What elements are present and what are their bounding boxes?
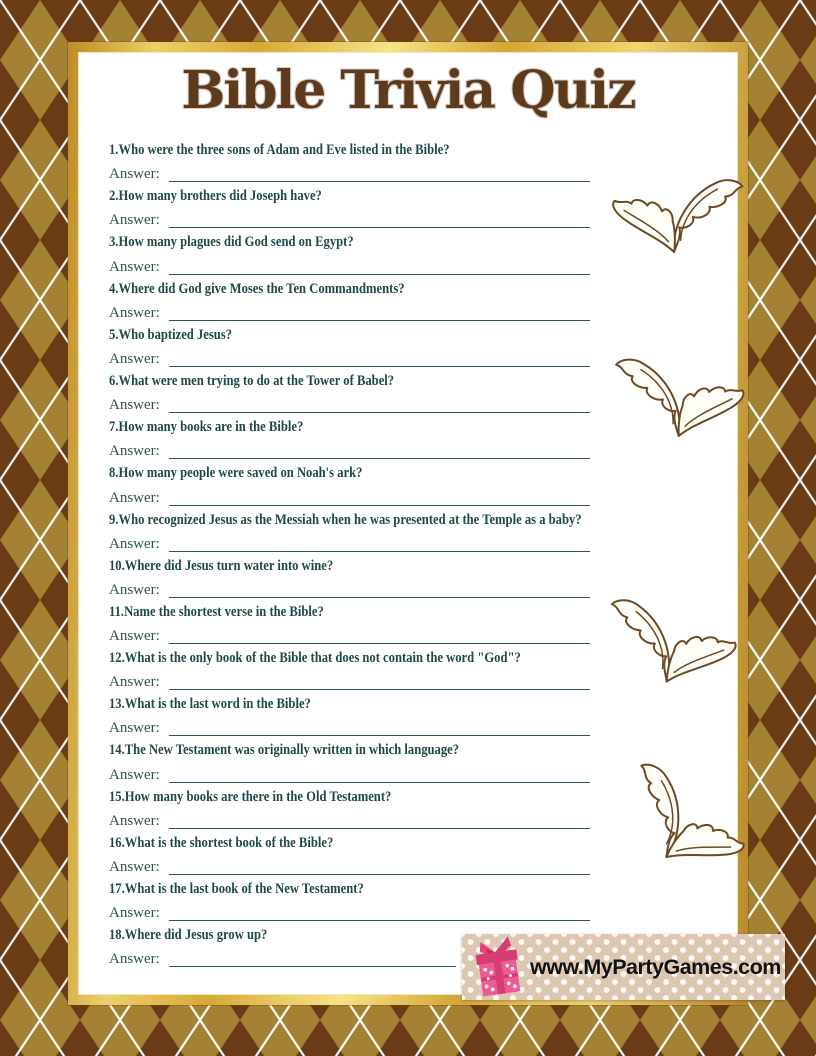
answer-blank-line[interactable] bbox=[169, 164, 590, 182]
angel-wings-icon bbox=[604, 349, 757, 446]
question-row bbox=[109, 878, 590, 924]
answer-row bbox=[109, 670, 590, 693]
answer-row bbox=[109, 347, 590, 370]
question-row bbox=[109, 324, 590, 370]
answer-row bbox=[109, 578, 590, 601]
answer-blank-line[interactable] bbox=[169, 534, 590, 552]
question-row bbox=[109, 601, 590, 647]
question-text: 17.What is the last book of the New Testament? bbox=[109, 881, 364, 897]
question-row bbox=[109, 370, 590, 416]
watermark-banner bbox=[462, 934, 785, 1000]
answer-row bbox=[109, 439, 590, 462]
answer-blank-line[interactable] bbox=[169, 672, 590, 690]
question-text: 14.The New Testament was originally written in which language? bbox=[109, 742, 460, 759]
answer-label: Answer: bbox=[109, 350, 164, 367]
question-text: 12.What is the only book of the Bible that does not contain the word "God"? bbox=[109, 650, 521, 667]
question-text: 4.Where did God give Moses the Ten Commandments? bbox=[109, 280, 405, 297]
answer-row bbox=[109, 162, 590, 185]
question-text: 1.Who were the three sons of Adam and Eve listed in the Bible? bbox=[109, 142, 450, 158]
answer-blank-line[interactable] bbox=[169, 395, 590, 413]
answer-label: Answer: bbox=[109, 951, 164, 968]
question-text: 6.What were men trying to do at the Tower of Babel? bbox=[109, 372, 395, 389]
answer-blank-line[interactable] bbox=[169, 626, 590, 644]
question-row bbox=[109, 693, 590, 739]
question-row bbox=[109, 416, 590, 462]
answer-blank-line[interactable] bbox=[169, 580, 590, 598]
answer-row bbox=[109, 855, 590, 878]
question-text: 13.What is the last word in the Bible? bbox=[109, 696, 311, 713]
answer-label: Answer: bbox=[109, 535, 164, 552]
answer-label: Answer: bbox=[109, 258, 164, 275]
question-row bbox=[109, 555, 590, 601]
answer-label: Answer: bbox=[109, 720, 164, 737]
question-text: 9.Who recognized Jesus as the Messiah when he was presented at the Temple as a baby? bbox=[109, 511, 582, 528]
answer-label: Answer: bbox=[109, 812, 164, 829]
answer-row bbox=[109, 624, 590, 647]
answer-row bbox=[109, 254, 590, 277]
answer-row bbox=[109, 301, 590, 324]
answer-label: Answer: bbox=[109, 443, 164, 460]
answer-row bbox=[109, 809, 590, 832]
question-row bbox=[109, 231, 590, 277]
question-row bbox=[109, 509, 590, 555]
answer-blank-line[interactable] bbox=[169, 441, 590, 459]
question-row bbox=[109, 139, 590, 185]
answer-blank-line[interactable] bbox=[169, 949, 456, 967]
answer-blank-line[interactable] bbox=[169, 349, 590, 367]
answer-blank-line[interactable] bbox=[169, 488, 590, 506]
page-title: Bible Trivia Quiz bbox=[181, 60, 635, 121]
answer-blank-line[interactable] bbox=[169, 903, 590, 921]
answer-label: Answer: bbox=[109, 489, 164, 506]
question-text: 8.How many people were saved on Noah's ark? bbox=[109, 465, 363, 482]
question-text: 7.How many books are in the Bible? bbox=[109, 419, 304, 436]
answer-row bbox=[109, 532, 590, 555]
answer-blank-line[interactable] bbox=[169, 718, 590, 736]
answer-blank-line[interactable] bbox=[169, 811, 590, 829]
gift-icon bbox=[470, 936, 526, 998]
question-text: 15.How many books are there in the Old Testament? bbox=[109, 788, 392, 805]
answer-row bbox=[109, 716, 590, 739]
question-text: 18.Where did Jesus grow up? bbox=[109, 927, 268, 944]
answer-blank-line[interactable] bbox=[169, 210, 590, 228]
answer-label: Answer: bbox=[109, 905, 164, 922]
answer-label: Answer: bbox=[109, 212, 164, 229]
answer-blank-line[interactable] bbox=[169, 857, 590, 875]
question-row bbox=[109, 185, 590, 231]
answer-row bbox=[109, 208, 590, 231]
answer-label: Answer: bbox=[109, 628, 164, 645]
question-text: 16.What is the shortest book of the Bible? bbox=[109, 834, 334, 851]
question-list bbox=[109, 139, 707, 970]
answer-blank-line[interactable] bbox=[169, 765, 590, 783]
answer-label: Answer: bbox=[109, 166, 164, 183]
answer-label: Answer: bbox=[109, 766, 164, 783]
question-row bbox=[109, 786, 590, 832]
question-row bbox=[109, 924, 456, 970]
answer-row bbox=[109, 485, 590, 508]
question-row bbox=[109, 278, 590, 324]
question-row bbox=[109, 647, 590, 693]
answer-label: Answer: bbox=[109, 674, 164, 691]
answer-blank-line[interactable] bbox=[169, 257, 590, 275]
answer-label: Answer: bbox=[109, 397, 164, 414]
question-row bbox=[109, 739, 590, 785]
answer-label: Answer: bbox=[109, 304, 164, 321]
question-text: 2.How many brothers did Joseph have? bbox=[109, 188, 322, 205]
question-row bbox=[109, 832, 590, 878]
answer-row bbox=[109, 762, 590, 785]
question-text: 10.Where did Jesus turn water into wine? bbox=[109, 557, 334, 574]
question-text: 3.How many plagues did God send on Egypt? bbox=[109, 234, 354, 251]
answer-row bbox=[109, 947, 456, 970]
question-text: 5.Who baptized Jesus? bbox=[109, 326, 233, 343]
answer-blank-line[interactable] bbox=[169, 303, 590, 321]
watermark-url: www.MyPartyGames.com bbox=[530, 954, 781, 979]
answer-row bbox=[109, 393, 590, 416]
question-row bbox=[109, 462, 590, 508]
answer-label: Answer: bbox=[109, 581, 164, 598]
answer-label: Answer: bbox=[109, 859, 164, 875]
answer-row bbox=[109, 901, 590, 924]
angel-wings-icon bbox=[598, 164, 753, 264]
question-text: 11.Name the shortest verse in the Bible? bbox=[109, 603, 324, 620]
